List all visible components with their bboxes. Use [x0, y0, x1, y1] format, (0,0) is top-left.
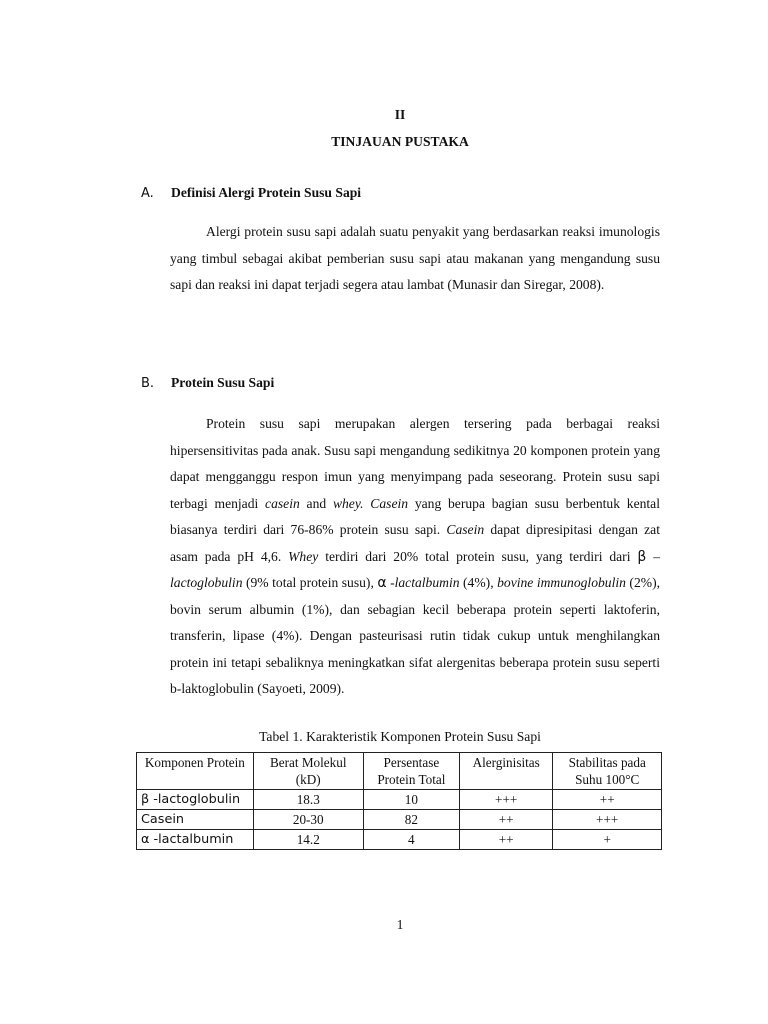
- term-casein: Casein: [370, 495, 409, 511]
- text-run: (9% total protein susu),: [242, 575, 378, 590]
- section-a-paragraph: Alergi protein susu sapi adalah suatu penyakit yang berdasarkan reaksi imunologis yang timbul sebagai akibat pemberian susu sapi atau makanan yang mengandung susu sapi dan reaksi ini dapat terjadi segera atau lambat (Munasir dan Siregar, 2008).: [170, 224, 660, 292]
- section-a-title: Definisi Alergi Protein Susu Sapi: [171, 185, 362, 200]
- section-b-heading: [141, 375, 274, 391]
- table-cell: 82: [363, 810, 459, 830]
- text-run: dapat dipresipitasi dengan zat asam pada pH 4,6.: [170, 522, 660, 564]
- term-whey: Whey: [288, 548, 319, 564]
- table-header: Komponen Protein: [137, 753, 254, 790]
- table-cell: 14.2: [253, 830, 363, 850]
- table-cell: +++: [553, 810, 662, 830]
- term-casein: casein: [265, 495, 300, 511]
- term-whey: whey.: [332, 495, 364, 511]
- text-run: terdiri dari 20% total protein susu, yang terdiri dari: [318, 548, 638, 564]
- term-lactalbumin: -lactalbumin: [386, 575, 460, 590]
- section-a-letter: A.: [141, 186, 154, 201]
- table-header: Alerginisitas: [459, 753, 552, 790]
- table-cell: 10: [363, 790, 459, 810]
- table-header: Persentase Protein Total: [363, 753, 459, 790]
- beta-symbol: β: [637, 548, 647, 565]
- table-header: Berat Molekul (kD): [253, 753, 363, 790]
- text-run: and: [299, 495, 333, 511]
- section-a-heading: [141, 185, 361, 201]
- table-row: [137, 830, 662, 850]
- table-cell: 4: [363, 830, 459, 850]
- text-run: (2%), bovin serum albumin (1%), dan sebagian kecil beberapa protein seperti laktoferin, transferin, lipase (4%). Dengan pasteurisasi rutin tidak cukup untuk menghilangkan protein ini tetapi sebaliknya meningkatkan sifat alergenitas beberapa protein susu seperti b-laktoglobulin (Sayoeti, 2009).: [170, 575, 660, 696]
- table-cell: ++: [459, 810, 552, 830]
- table-cell: β -lactoglobulin: [137, 790, 254, 810]
- table-cell: Casein: [137, 810, 254, 830]
- table-cell: 20-30: [253, 810, 363, 830]
- alpha-symbol: α: [377, 575, 387, 591]
- table-header-row: [137, 753, 662, 790]
- table-cell: 18.3: [253, 790, 363, 810]
- table-cell: +++: [459, 790, 552, 810]
- text-run: Protein susu sapi merupakan alergen tersering pada berbagai reaksi hipersensitivitas pada anak. Susu sapi mengandung sedikitnya 20 komponen protein yang dapat mengganggu respon imun yang menyimpang pada seseorang. Protein susu sapi terbagi menjadi: [170, 416, 660, 511]
- page-number: 1: [396, 917, 404, 932]
- text-run: yang berupa bagian susu berbentuk kental biasanya terdiri dari 76-86% protein susu sapi.: [170, 495, 660, 537]
- text-run: (4%),: [459, 575, 498, 590]
- term-bovine-immunoglobulin: bovine immunoglobulin: [497, 575, 626, 590]
- section-b-letter: B.: [141, 376, 155, 391]
- table-row: [137, 790, 662, 810]
- chapter-title: TINJAUAN PUSTAKA: [331, 134, 469, 149]
- table-cell: α -lactalbumin: [137, 830, 254, 850]
- table-cell: ++: [459, 830, 552, 850]
- table-row: [137, 810, 662, 830]
- term-casein: Casein: [446, 522, 485, 537]
- term-lactoglobulin: –lactoglobulin: [170, 548, 660, 590]
- table-cell: ++: [553, 790, 662, 810]
- table-caption: Tabel 1. Karakteristik Komponen Protein Susu Sapi: [259, 729, 541, 744]
- section-b-paragraph: [170, 411, 660, 703]
- chapter-number: II: [394, 107, 406, 122]
- protein-table: [136, 752, 662, 850]
- table-header: Stabilitas pada Suhu 100°C: [553, 753, 662, 790]
- section-b-title: Protein Susu Sapi: [171, 375, 275, 390]
- table-cell: +: [553, 830, 662, 850]
